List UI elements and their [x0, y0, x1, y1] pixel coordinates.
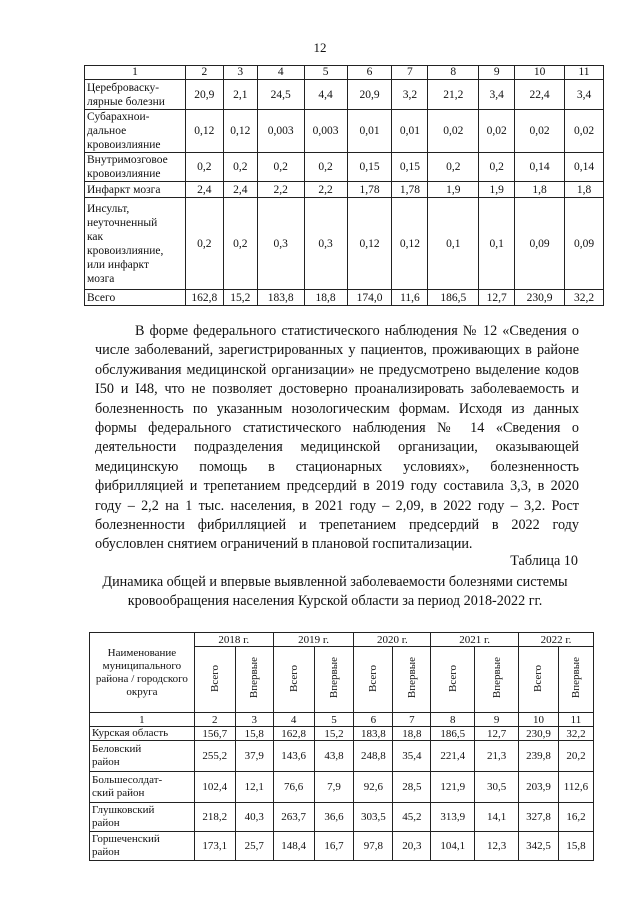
- table-cell: 0,2: [257, 153, 304, 182]
- table-cell: 3,2: [392, 80, 428, 110]
- table-cell: 186,5: [431, 727, 475, 741]
- first-detected-label: Впервые: [490, 657, 503, 699]
- total-label: Всего: [532, 664, 545, 692]
- table-cell: 22,4: [515, 80, 565, 110]
- row-label: Инсульт, неуточненный как кровоизлияние, или инфаркт мозга: [85, 198, 186, 290]
- table-cell: 97,8: [354, 832, 393, 861]
- table-cell: 0,12: [223, 110, 257, 153]
- table-cell: 21,2: [428, 80, 479, 110]
- table-cell: 0,12: [347, 198, 392, 290]
- table-cell: 0,14: [515, 153, 565, 182]
- table-cell: 4,4: [304, 80, 347, 110]
- table-cell: 0,02: [479, 110, 515, 153]
- column-number: 10: [515, 66, 565, 80]
- table-cell: 16,2: [558, 803, 593, 832]
- table-cell: 173,1: [194, 832, 235, 861]
- table-cell: 1,8: [565, 182, 604, 198]
- table-cell: 15,2: [223, 290, 257, 306]
- column-number: 11: [558, 713, 593, 727]
- table-cell: 0,2: [304, 153, 347, 182]
- column-number: 3: [235, 713, 273, 727]
- column-number: 8: [431, 713, 475, 727]
- table-cell: 11,6: [392, 290, 428, 306]
- table-cell: 0,1: [479, 198, 515, 290]
- table-cell: 248,8: [354, 741, 393, 772]
- row-label: Субарахнои- дальное кровоизлияние: [85, 110, 186, 153]
- first-detected-header: [314, 647, 354, 713]
- first-detected-header: [558, 647, 593, 713]
- column-number: 2: [185, 66, 223, 80]
- table-cell: 143,6: [273, 741, 314, 772]
- table-cell: 18,8: [304, 290, 347, 306]
- table-cell: 12,7: [475, 727, 519, 741]
- table-header-row: [90, 633, 594, 647]
- table-cell: 112,6: [558, 772, 593, 803]
- column-number: 11: [565, 66, 604, 80]
- table-cell: 15,2: [314, 727, 354, 741]
- row-label: Цереброваску- лярные болезни: [85, 80, 186, 110]
- first-detected-header: [393, 647, 431, 713]
- table-cell: 28,5: [393, 772, 431, 803]
- year-header: 2020 г.: [354, 633, 431, 647]
- table-cell: 0,01: [392, 110, 428, 153]
- column-number: 3: [223, 66, 257, 80]
- table-cell: 2,4: [223, 182, 257, 198]
- table-cell: 0,2: [185, 198, 223, 290]
- table-cell: 0,01: [347, 110, 392, 153]
- table-row: [90, 741, 594, 772]
- table-cell: 2,4: [185, 182, 223, 198]
- table-cell: 0,1: [428, 198, 479, 290]
- district-name-header: Наименование муниципального района / городского округа: [90, 633, 195, 713]
- table-cell: 0,12: [185, 110, 223, 153]
- row-label: Всего: [85, 290, 186, 306]
- table-cell: 203,9: [519, 772, 559, 803]
- body-paragraph: В форме федерального статистического наблюдения № 12 «Сведения о числе заболеваний, зарегистрированных у пациентов, проживающих в районе обслуживания медицинской организации» не предусмотрено выделение кодов I50 и I48, что не позволяет достоверно проанализировать заболеваемость и болезненность по указанным нозологическим формам. Исходя из данных формы федерального статистического наблюдения № 14 «Сведения о деятельности подразделения медицинской организации, оказывающей медицинскую помощь в стационарных условиях», болезненность фибрилляцией и трепетанием предсердий в 2019 году составила 3,3, в 2020 году – 2,2 на 1 тыс. населения, в 2021 году – 2,09, в 2022 году – 3,2. Рост болезненности фибрилляцией и трепетанием предсердий в 2022 году обусловлен снятием ограничений в плановой госпитализации.: [95, 323, 579, 553]
- year-header: 2019 г.: [273, 633, 354, 647]
- table-cell: 218,2: [194, 803, 235, 832]
- total-label: Всего: [208, 664, 221, 692]
- table-cell: 0,3: [304, 198, 347, 290]
- table-cell: 30,5: [475, 772, 519, 803]
- table-cell: 313,9: [431, 803, 475, 832]
- table-cell: 7,9: [314, 772, 354, 803]
- table-cell: 0,3: [257, 198, 304, 290]
- table-cell: 12,7: [479, 290, 515, 306]
- column-number: 7: [393, 713, 431, 727]
- table-cell: 0,12: [392, 198, 428, 290]
- table-cell: 14,1: [475, 803, 519, 832]
- table-row: [90, 832, 594, 861]
- morbidity-dynamics-table: [89, 632, 594, 861]
- table-cell: 1,78: [392, 182, 428, 198]
- table-cell: 0,09: [515, 198, 565, 290]
- table-cell: 21,3: [475, 741, 519, 772]
- table-cell: 2,1: [223, 80, 257, 110]
- table-cell: 0,2: [479, 153, 515, 182]
- table-cell: 25,7: [235, 832, 273, 861]
- table-cell: 15,8: [235, 727, 273, 741]
- first-detected-header: [235, 647, 273, 713]
- table-cell: 121,9: [431, 772, 475, 803]
- table-cell: 162,8: [273, 727, 314, 741]
- table-row: [85, 290, 604, 306]
- table-cell: 20,2: [558, 741, 593, 772]
- table-cell: 0,02: [515, 110, 565, 153]
- first-detected-label: Впервые: [405, 657, 418, 699]
- total-label: Всего: [446, 664, 459, 692]
- table-row: [85, 153, 604, 182]
- table-cell: 303,5: [354, 803, 393, 832]
- column-number: 10: [519, 713, 559, 727]
- table-cell: 156,7: [194, 727, 235, 741]
- total-header: [519, 647, 559, 713]
- table-cell: 3,4: [479, 80, 515, 110]
- column-number: 9: [475, 713, 519, 727]
- table-cell: 1,9: [428, 182, 479, 198]
- table-cell: 1,8: [515, 182, 565, 198]
- table-cell: 32,2: [558, 727, 593, 741]
- table-cell: 230,9: [515, 290, 565, 306]
- table-cell: 0,2: [223, 153, 257, 182]
- table-cell: 162,8: [185, 290, 223, 306]
- table-cell: 0,2: [223, 198, 257, 290]
- table-cell: 0,02: [565, 110, 604, 153]
- table-cell: 239,8: [519, 741, 559, 772]
- table-cell: 183,8: [257, 290, 304, 306]
- first-detected-label: Впервые: [248, 657, 261, 699]
- total-header: [194, 647, 235, 713]
- district-name: Курская область: [90, 727, 195, 741]
- table-row: [90, 772, 594, 803]
- table-cell: 0,15: [347, 153, 392, 182]
- table-header-row: [85, 66, 604, 80]
- table-cell: 1,78: [347, 182, 392, 198]
- column-number: 1: [85, 66, 186, 80]
- column-number: 2: [194, 713, 235, 727]
- column-number: 9: [479, 66, 515, 80]
- first-detected-label: Впервые: [569, 657, 582, 699]
- column-number: 8: [428, 66, 479, 80]
- table-row: [85, 110, 604, 153]
- table-cell: 263,7: [273, 803, 314, 832]
- table-row: [85, 198, 604, 290]
- table-cell: 0,003: [304, 110, 347, 153]
- table-cell: 0,003: [257, 110, 304, 153]
- first-detected-header: [475, 647, 519, 713]
- table-cell: 12,3: [475, 832, 519, 861]
- table-row: [85, 80, 604, 110]
- table-cell: 16,7: [314, 832, 354, 861]
- column-numbers-row: [90, 713, 594, 727]
- column-number: 4: [273, 713, 314, 727]
- total-label: Всего: [287, 664, 300, 692]
- table-cell: 18,8: [393, 727, 431, 741]
- table-cell: 342,5: [519, 832, 559, 861]
- total-header: [354, 647, 393, 713]
- table-cell: 20,9: [185, 80, 223, 110]
- table-cell: 20,3: [393, 832, 431, 861]
- year-header: 2018 г.: [194, 633, 273, 647]
- table-cell: 0,15: [392, 153, 428, 182]
- table-cell: 3,4: [565, 80, 604, 110]
- total-label: Всего: [367, 664, 380, 692]
- table-cell: 0,2: [428, 153, 479, 182]
- total-header: [431, 647, 475, 713]
- table-cell: 92,6: [354, 772, 393, 803]
- table-cell: 0,02: [428, 110, 479, 153]
- table-cell: 40,3: [235, 803, 273, 832]
- table-cell: 15,8: [558, 832, 593, 861]
- table-cell: 36,6: [314, 803, 354, 832]
- district-name: Беловский район: [90, 741, 195, 772]
- district-name: Глушковский район: [90, 803, 195, 832]
- row-label: Внутримозговое кровоизлияние: [85, 153, 186, 182]
- table-cell: 104,1: [431, 832, 475, 861]
- column-number: 6: [347, 66, 392, 80]
- column-number: 1: [90, 713, 195, 727]
- table-cell: 230,9: [519, 727, 559, 741]
- table-cell: 2,2: [304, 182, 347, 198]
- column-number: 4: [257, 66, 304, 80]
- column-number: 6: [354, 713, 393, 727]
- year-header: 2021 г.: [431, 633, 519, 647]
- table-row: [85, 182, 604, 198]
- table-cell: 45,2: [393, 803, 431, 832]
- table-cell: 12,1: [235, 772, 273, 803]
- table-cell: 2,2: [257, 182, 304, 198]
- table-cell: 0,2: [185, 153, 223, 182]
- table-cell: 76,6: [273, 772, 314, 803]
- page-number: 12: [313, 40, 327, 55]
- table-cell: 102,4: [194, 772, 235, 803]
- table-cell: 35,4: [393, 741, 431, 772]
- district-name: Горшеченский район: [90, 832, 195, 861]
- column-number: 5: [304, 66, 347, 80]
- table-cell: 0,09: [565, 198, 604, 290]
- column-number: 7: [392, 66, 428, 80]
- total-header: [273, 647, 314, 713]
- table-cell: 0,14: [565, 153, 604, 182]
- table-cell: 37,9: [235, 741, 273, 772]
- table-10-title: Динамика общей и впервые выявленной заболеваемости болезнями системы кровообращения населения Курской области за период 2018-2022 гг.: [102, 574, 568, 609]
- table-cell: 174,0: [347, 290, 392, 306]
- table-cell: 221,4: [431, 741, 475, 772]
- table-row: [90, 727, 594, 741]
- table-cell: 183,8: [354, 727, 393, 741]
- table-cell: 255,2: [194, 741, 235, 772]
- row-label: Инфаркт мозга: [85, 182, 186, 198]
- table-cell: 43,8: [314, 741, 354, 772]
- first-detected-label: Впервые: [328, 657, 341, 699]
- year-header: 2022 г.: [519, 633, 594, 647]
- table-10-label: Таблица 10: [510, 553, 578, 569]
- diseases-table: [84, 65, 604, 306]
- table-cell: 1,9: [479, 182, 515, 198]
- district-name: Большесолдат- ский район: [90, 772, 195, 803]
- table-cell: 327,8: [519, 803, 559, 832]
- table-row: [90, 803, 594, 832]
- column-number: 5: [314, 713, 354, 727]
- table-cell: 186,5: [428, 290, 479, 306]
- table-cell: 20,9: [347, 80, 392, 110]
- table-cell: 32,2: [565, 290, 604, 306]
- table-cell: 148,4: [273, 832, 314, 861]
- table-cell: 24,5: [257, 80, 304, 110]
